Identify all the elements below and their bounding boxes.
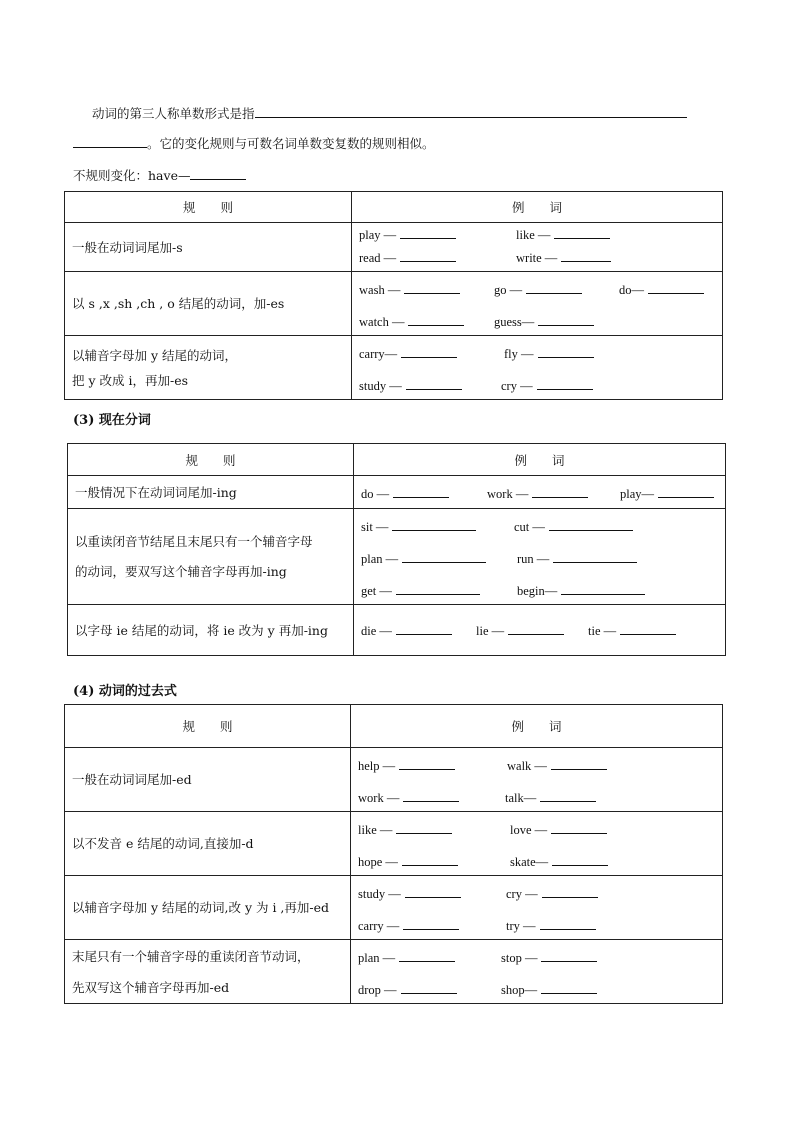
intro-text-1: 动词的第三人称单数形式是指 [92, 106, 255, 121]
rule-cell [65, 876, 351, 940]
rule-text: 把 y 改成 i，再加-es [72, 372, 189, 388]
answer-blank[interactable] [392, 518, 476, 531]
rule-text: 以辅音字母加 y 结尾的动词， [72, 347, 238, 363]
example-item: plan — [361, 550, 486, 567]
table-row [65, 272, 723, 336]
rule-cell [65, 940, 351, 1004]
answer-blank[interactable] [400, 249, 456, 262]
rule-text: 以重读闭音节结尾且末尾只有一个辅音字母 [75, 533, 313, 549]
section-4-title: (4) 动词的过去式 [73, 684, 177, 699]
answer-blank[interactable] [401, 345, 457, 358]
rule-cell [68, 476, 354, 509]
rule-text: 以 s ,x ,sh ,ch , o 结尾的动词，加-es [72, 296, 285, 311]
example-cell [351, 876, 723, 940]
rule-cell [65, 748, 351, 812]
rule-cell [68, 605, 354, 656]
example-item: carry— [359, 345, 457, 362]
example-item: do — [361, 485, 449, 502]
answer-blank[interactable] [402, 853, 458, 866]
rule-text: 以字母 ie 结尾的动词，将 ie 改为 y 再加-ing [75, 622, 328, 638]
answer-blank[interactable] [401, 981, 457, 994]
example-item: study — [359, 377, 462, 394]
example-cell [354, 605, 726, 656]
intro-line-1 [92, 104, 687, 122]
answer-blank[interactable] [551, 821, 607, 834]
example-item: wash — [359, 281, 460, 298]
answer-blank[interactable] [405, 885, 461, 898]
example-header: 例 词 [352, 192, 723, 223]
answer-blank[interactable] [658, 485, 714, 498]
example-item: carry — [358, 917, 459, 934]
answer-blank[interactable] [553, 550, 637, 563]
rule-cell [65, 336, 352, 400]
example-item: help — [358, 757, 455, 774]
example-item: sit — [361, 518, 476, 535]
rule-text: 先双写这个辅音字母再加-ed [72, 979, 230, 995]
answer-blank[interactable] [255, 105, 687, 118]
rule-header: 规 则 [65, 705, 351, 748]
answer-blank[interactable] [648, 281, 704, 294]
intro-line-2 [73, 134, 435, 152]
answer-blank[interactable] [396, 622, 452, 635]
answer-blank[interactable] [552, 853, 608, 866]
example-item: begin— [517, 582, 645, 599]
answer-blank[interactable] [403, 789, 459, 802]
present-participle-table [67, 443, 726, 656]
answer-blank[interactable] [400, 226, 456, 239]
answer-blank[interactable] [399, 949, 455, 962]
example-item: tie — [588, 622, 676, 639]
rule-cell [65, 223, 352, 272]
example-item: like — [516, 226, 610, 243]
answer-blank[interactable] [532, 485, 588, 498]
example-cell [352, 336, 723, 400]
example-cell [352, 272, 723, 336]
example-item: play — [359, 226, 456, 243]
answer-blank[interactable] [406, 377, 462, 390]
example-cell [351, 812, 723, 876]
example-item: study — [358, 885, 461, 902]
answer-blank[interactable] [508, 622, 564, 635]
rule-text: 以辅音字母加 y 结尾的动词,改 y 为 i ,再加-ed [72, 900, 330, 915]
example-item: cry — [506, 885, 598, 902]
answer-blank[interactable] [399, 757, 455, 770]
rule-header: 规 则 [68, 444, 354, 476]
answer-blank[interactable] [541, 949, 597, 962]
answer-blank[interactable] [549, 518, 633, 531]
table-row [65, 940, 723, 1004]
answer-blank[interactable] [73, 135, 147, 148]
answer-blank[interactable] [408, 313, 464, 326]
answer-blank[interactable] [554, 226, 610, 239]
example-item: try — [506, 917, 596, 934]
answer-blank[interactable] [540, 917, 596, 930]
example-item: fly — [504, 345, 594, 362]
answer-blank[interactable] [396, 821, 452, 834]
table-row [68, 476, 726, 509]
answer-blank[interactable] [542, 885, 598, 898]
rule-text: 一般在动词词尾加-ed [72, 772, 192, 787]
example-cell [354, 476, 726, 509]
example-cell [351, 748, 723, 812]
rule-header: 规 则 [65, 192, 352, 223]
answer-blank[interactable] [404, 281, 460, 294]
example-item: cut — [514, 518, 633, 535]
rule-text: 以不发音 e 结尾的动词,直接加-d [72, 836, 254, 851]
third-person-table [64, 191, 723, 400]
rule-cell [65, 272, 352, 336]
example-item: plan — [358, 949, 455, 966]
answer-blank[interactable] [538, 345, 594, 358]
example-item: hope — [358, 853, 458, 870]
example-item: skate— [510, 853, 608, 870]
section-3-title: (3) 现在分词 [73, 413, 151, 428]
answer-blank[interactable] [561, 249, 611, 262]
example-cell [354, 509, 726, 605]
table-row [65, 812, 723, 876]
answer-blank[interactable] [551, 757, 607, 770]
answer-blank[interactable] [190, 167, 246, 180]
example-item: drop — [358, 981, 457, 998]
past-tense-table [64, 704, 723, 1004]
answer-blank[interactable] [393, 485, 449, 498]
table-row [68, 509, 726, 605]
rule-text: 末尾只有一个辅音字母的重读闭音节动词， [72, 948, 310, 964]
rule-text: 一般情况下在动词词尾加-ing [75, 484, 237, 500]
answer-blank[interactable] [403, 917, 459, 930]
table-row [65, 336, 723, 400]
example-item: write — [516, 249, 611, 266]
example-item: lie — [476, 622, 564, 639]
answer-blank[interactable] [526, 281, 582, 294]
irregular-text: 不规则变化：have— [73, 168, 191, 183]
example-item: go — [494, 281, 582, 298]
table-row [65, 223, 723, 272]
answer-blank[interactable] [402, 550, 486, 563]
example-header: 例 词 [351, 705, 723, 748]
example-item: run — [517, 550, 637, 567]
answer-blank[interactable] [396, 582, 480, 595]
example-item: work — [487, 485, 588, 502]
answer-blank[interactable] [538, 313, 594, 326]
example-item: die — [361, 622, 452, 639]
example-cell [352, 223, 723, 272]
example-item: shop— [501, 981, 597, 998]
answer-blank[interactable] [541, 981, 597, 994]
answer-blank[interactable] [537, 377, 593, 390]
table-row [68, 605, 726, 656]
example-header: 例 词 [354, 444, 726, 476]
rule-cell [65, 812, 351, 876]
example-cell [351, 940, 723, 1004]
answer-blank[interactable] [620, 622, 676, 635]
example-item: walk — [507, 757, 607, 774]
example-item: guess— [494, 313, 594, 330]
example-item: talk— [505, 789, 596, 806]
table-row [65, 748, 723, 812]
irregular-line [73, 166, 246, 184]
answer-blank[interactable] [540, 789, 596, 802]
answer-blank[interactable] [561, 582, 645, 595]
example-item: play— [620, 485, 714, 502]
example-item: love — [510, 821, 607, 838]
example-item: cry — [501, 377, 593, 394]
example-item: read — [359, 249, 456, 266]
table-row [65, 876, 723, 940]
rule-text: 的动词，要双写这个辅音字母再加-ing [75, 563, 287, 579]
rule-text: 一般在动词词尾加-s [72, 239, 183, 255]
example-item: like — [358, 821, 452, 838]
example-item: get — [361, 582, 480, 599]
example-item: do— [619, 281, 704, 298]
example-item: work — [358, 789, 459, 806]
rule-cell [68, 509, 354, 605]
intro-text-2: 。它的变化规则与可数名词单数变复数的规则相似。 [147, 136, 435, 151]
example-item: stop — [501, 949, 597, 966]
example-item: watch — [359, 313, 464, 330]
